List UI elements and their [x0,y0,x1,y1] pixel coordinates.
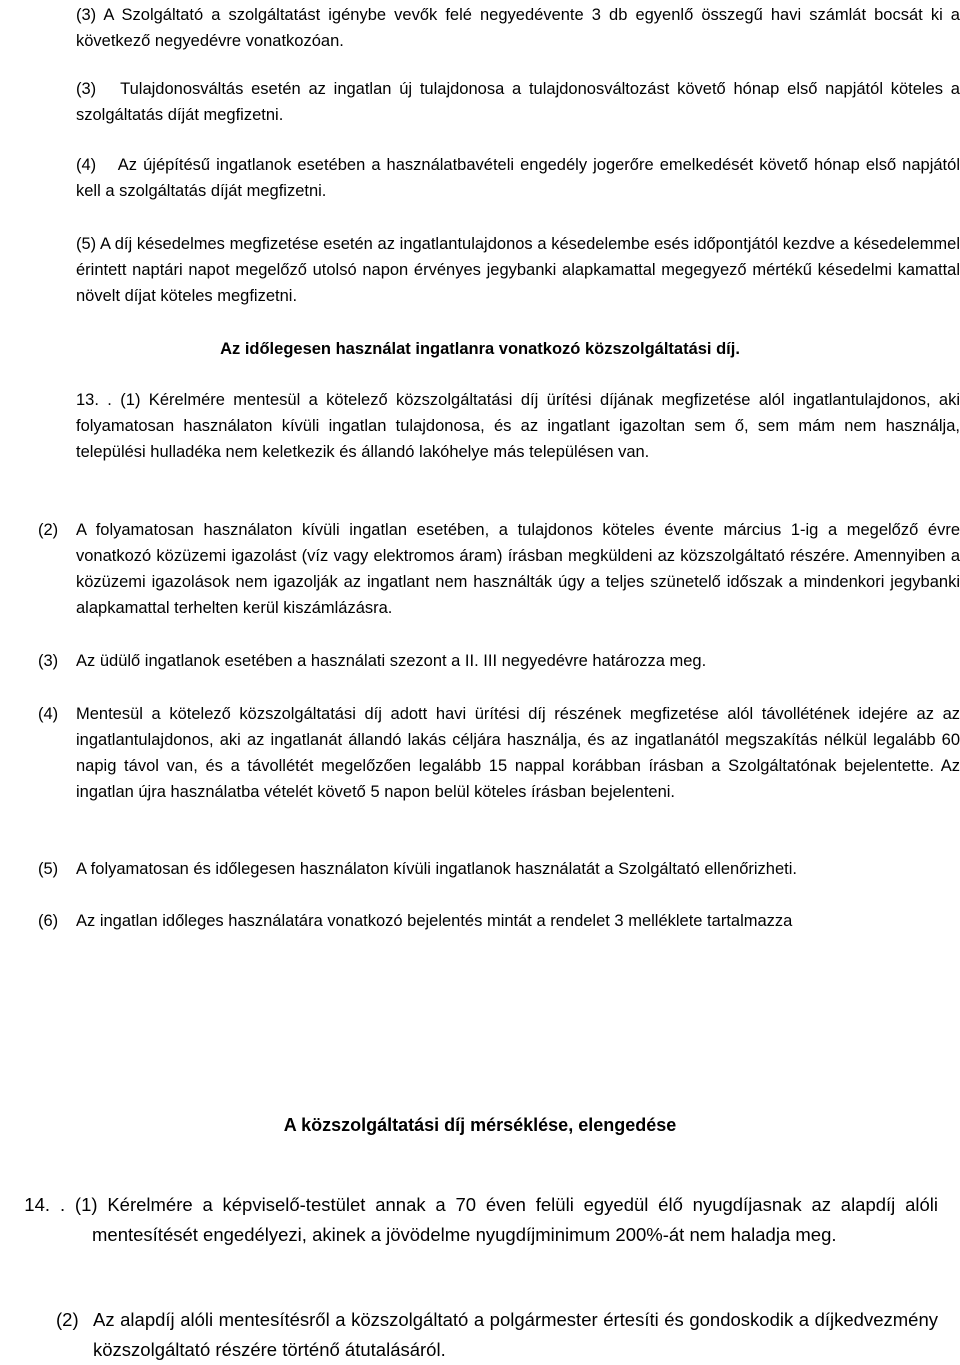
section-13-item-3 [38,648,960,674]
item-number: (3) [38,652,59,670]
paragraph-3-ownership-change: (3) Tulajdonosváltás esetén az ingatlan új tulajdonosa a tulajdonosváltozást követő hónap első napjától köteles a szolgáltatás díját megfizetni. [76,80,960,124]
item-text: Az alapdíj alóli mentesítésről a közszolgáltató a polgármester értesíti és gondoskodik a díjkedvezmény közszolgáltató részére történő átutalásáról. [93,1309,938,1360]
section-13-item-5 [38,856,960,882]
section-14-text: . (1) Kérelmére a képviselő-testület annak a 70 éven felüli egyedül élő nyugdíjasnak az alapdíj alóli mentesítését engedélyezi, akinek a jövödelme nyugdíjminimum 200%-át nem haladja meg. [60,1194,938,1245]
section-13-item-2 [38,517,960,621]
section-heading-fee-reduction: A közszolgáltatási díj mérséklése, elengedése [283,1115,677,1135]
item-text: A folyamatosan és időlegesen használaton kívüli ingatlanok használatát a Szolgáltató ellenőrizheti. [76,860,797,878]
paragraph-5-late-payment: (5) A díj késedelmes megfizetése esetén az ingatlantulajdonos a késedelembe esés időpontjától kezdve a késedelemmel érintett naptári napot megelőző utolsó napon érvényes jegybanki alapkamattal megegyező mértékű késedelmi kamattal növelt díjat köteles megfizetni. [76,235,960,305]
item-number: (4) [38,705,59,723]
paragraph-3-billing: (3) A Szolgáltató a szolgáltatást igénybe vevők felé negyedévente 3 db egyenlő összegű havi számlát bocsát ki a következő negyedévre vonatkozóan. [76,6,960,50]
item-number: (2) [56,1309,79,1330]
section-14-paragraph-2 [56,1305,938,1365]
item-number: (5) [38,860,59,878]
item-text: Az ingatlan időleges használatára vonatkozó bejelentés mintát a rendelet 3 melléklete tartalmazza [76,912,793,930]
section-14-paragraph-1 [0,1190,960,1250]
section-heading-temporary-use: Az időlegesen használat ingatlanra vonatkozó közszolgáltatási díj. [220,340,740,358]
section-13-item-6 [38,908,960,934]
section-13-item-4 [38,701,960,805]
section-number: 14. [24,1194,50,1215]
item-number: (2) [38,521,59,539]
paragraph-4-new-buildings: (4) Az újépítésű ingatlanok esetében a használatbavételi engedély jogerőre emelkedését követő hónap első napjától kell a szolgáltatás díját megfizetni. [76,156,960,200]
item-text: Az üdülő ingatlanok esetében a használati szezont a II. III negyedévre határozza meg. [76,652,707,670]
item-text: A folyamatosan használaton kívüli ingatlan esetében, a tulajdonos köteles évente március 1-ig a megelőző évre vonatkozó közüzemi igazolást (víz vagy elektromos áram) írásban megküldeni az közszolgáltató részére. Amennyiben a közüzemi igazolások nem igazolják az ingatlant nem használták úgy a teljes szünetelő időszak a mindenkori jegybanki alapkamattal terhelten kerül kiszámlázásra. [76,521,960,617]
item-text: Mentesül a kötelező közszolgáltatási díj adott havi ürítési díj részének megfizetése alól távollétének idejére az az ingatlantulajdonos, aki az ingatlanát állandó lakás céljára használja, és az ingatlanától megszakítás nélkül legalább 60 napig távol van, és a távollétét megelőzően legalább 15 nappal korábban írásban a Szolgáltatónak bejelentette. Az ingatlan újra használatba vételét követő 5 napon belül köteles írásban bejelenteni. [76,705,960,801]
section-13-paragraph-1: 13. . (1) Kérelmére mentesül a kötelező közszolgáltatási díj ürítési díjának megfizetése alól ingatlantulajdonos, aki folyamatosan használaton kívüli ingatlan tulajdonosa, és az ingatlant igazoltan sem ő, sem mám nem használja, települési hulladéka nem keletkezik és állandó lakóhelye más településen van. [76,391,960,461]
item-number: (6) [38,912,59,930]
